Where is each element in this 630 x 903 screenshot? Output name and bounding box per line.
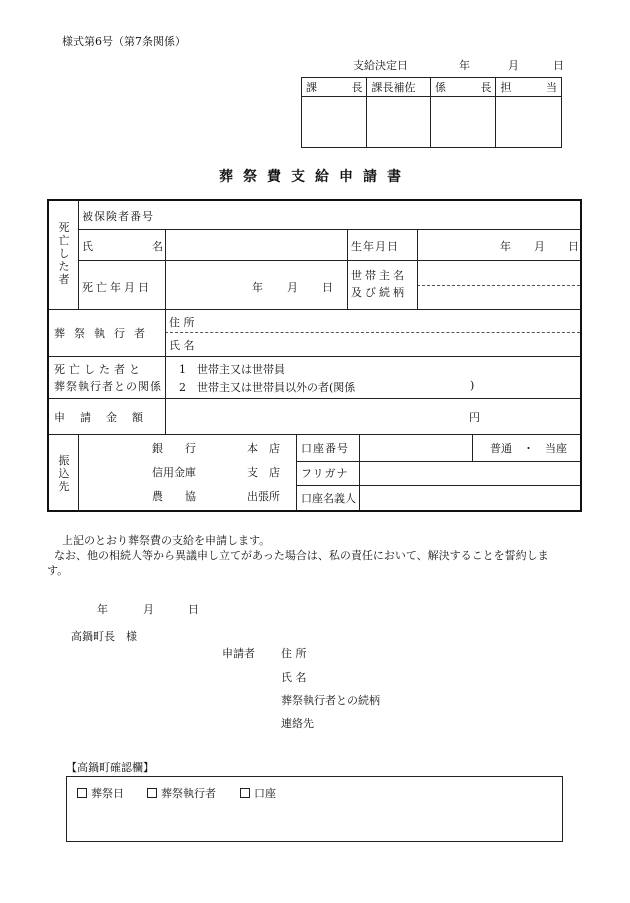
household-head-label: 世帯主名	[351, 269, 407, 282]
death-year: 年	[252, 281, 263, 294]
confirm-item-account[interactable]: 口座	[240, 785, 276, 801]
branch-label: 支 店	[247, 466, 280, 479]
decision-date-label: 支給決定日	[353, 59, 408, 72]
transfer-label: 振込先	[58, 454, 70, 493]
decision-year: 年	[459, 59, 470, 72]
funeral-host-label: 葬祭執行者	[54, 327, 154, 340]
furigana-label: フリガナ	[301, 467, 349, 480]
statement-line-1: 上記のとおり葬祭費の支給を申請します。	[62, 534, 271, 547]
name-label-right: 名	[152, 240, 163, 253]
applicant-label: 申請者	[222, 647, 255, 660]
agri-coop-label: 農 協	[152, 490, 196, 503]
host-address-label: 住 所	[169, 316, 195, 329]
form-number: 様式第6号（第7条関係）	[62, 35, 186, 48]
confirm-item-funeral-date[interactable]: 葬祭日	[77, 785, 124, 801]
assistant-chief-cell: 課長補佐	[367, 78, 431, 97]
applicant-relation-label: 葬祭執行者との続柄	[281, 694, 380, 707]
stamp-box[interactable]	[367, 97, 431, 148]
death-date-label: 死亡年月日	[82, 281, 152, 294]
in-charge-cell: 担 当	[496, 78, 562, 97]
bank-label: 銀 行	[152, 442, 196, 455]
birth-date-label: 生年月日	[351, 240, 399, 253]
statement-line-2: なお、他の相続人等から異議申し立てがあった場合は、私の責任において、解決することを誓約しま	[54, 549, 549, 562]
stamp-box[interactable]	[496, 97, 562, 148]
account-type-label: 普通 ・ 当座	[490, 442, 567, 455]
checkbox-icon[interactable]	[77, 788, 87, 798]
addressee: 高鍋町長 様	[71, 630, 137, 643]
page-title: 葬祭費支給申請書	[219, 169, 411, 185]
sub-office-label: 出張所	[247, 490, 280, 503]
birth-month: 月	[534, 240, 545, 253]
applicant-contact-label: 連絡先	[281, 717, 314, 730]
host-name-label: 氏 名	[169, 339, 195, 352]
account-number-label: 口座番号	[301, 442, 349, 455]
relation-option-2: 2 世帯主又は世帯員以外の者(関係	[179, 381, 356, 394]
section-chief-cell: 課 長	[302, 78, 367, 97]
birth-year: 年	[500, 240, 511, 253]
amount-label: 申請金額	[54, 411, 158, 424]
death-month: 月	[287, 281, 298, 294]
application-month: 月	[143, 603, 154, 616]
decision-month: 月	[508, 59, 519, 72]
death-day: 日	[322, 281, 333, 294]
confirm-item-funeral-host[interactable]: 葬祭執行者	[147, 785, 216, 801]
sub-chief-cell: 係 長	[431, 78, 496, 97]
head-office-label: 本 店	[247, 442, 280, 455]
application-day: 日	[188, 603, 199, 616]
statement-line-3: す。	[47, 564, 69, 577]
application-form-table	[47, 199, 582, 512]
decision-day: 日	[553, 59, 564, 72]
stamp-box[interactable]	[302, 97, 367, 148]
approval-stamp-table	[301, 77, 562, 148]
credit-union-label: 信用金庫	[152, 466, 196, 479]
checkbox-icon[interactable]	[147, 788, 157, 798]
deceased-group-label: 死亡した者	[58, 221, 70, 286]
relation-label-1: 死亡した者と	[54, 363, 144, 376]
relation-option-1: 1 世帯主又は世帯員	[179, 363, 285, 376]
stamp-box[interactable]	[431, 97, 496, 148]
applicant-address-label: 住 所	[281, 647, 307, 660]
birth-day: 日	[568, 240, 579, 253]
insured-number-label: 被保険者番号	[82, 210, 154, 223]
household-relation-label: 及び続柄	[351, 286, 407, 299]
confirm-box	[66, 776, 563, 842]
checkbox-icon[interactable]	[240, 788, 250, 798]
relation-option-2-close: )	[470, 379, 475, 392]
relation-label-2: 葬祭執行者との関係	[54, 380, 162, 393]
amount-unit: 円	[469, 411, 480, 424]
account-holder-label: 口座名義人	[301, 492, 356, 505]
confirm-title: 【高鍋町確認欄】	[66, 761, 154, 774]
application-year: 年	[97, 603, 108, 616]
applicant-name-label: 氏 名	[281, 671, 307, 684]
name-label-left: 氏	[82, 240, 93, 253]
